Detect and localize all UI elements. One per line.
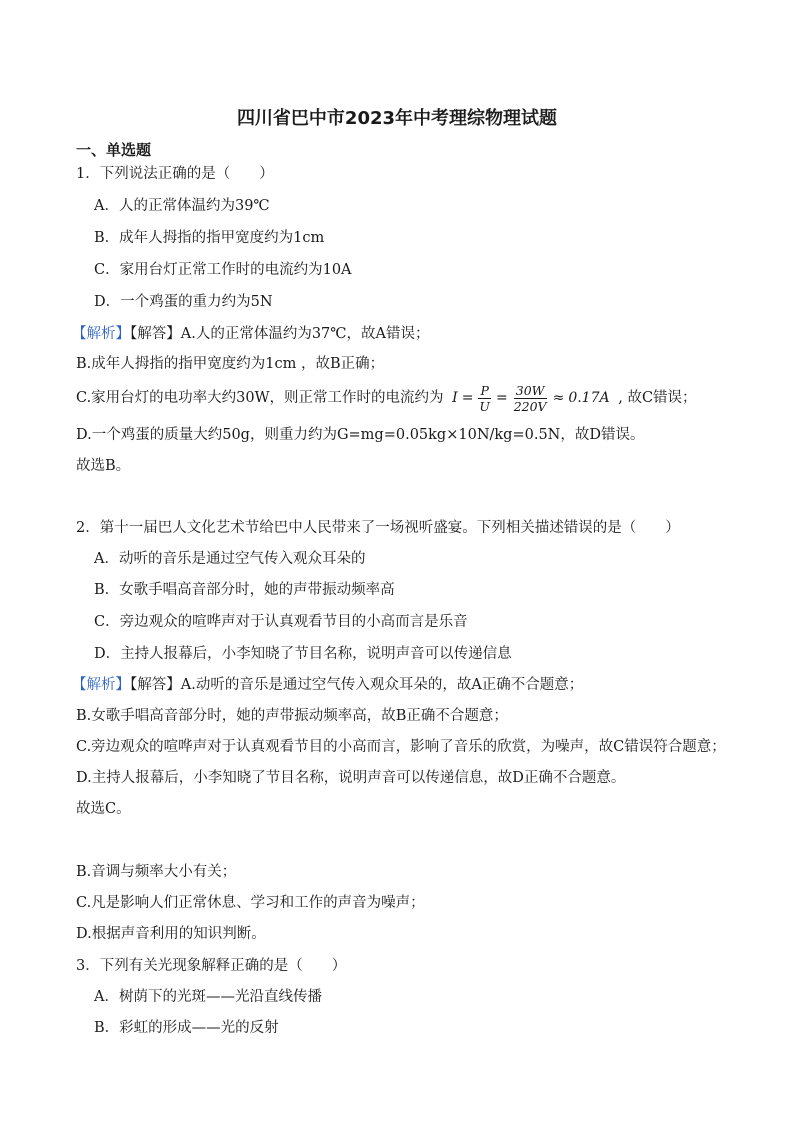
q1-option-a: A．人的正常体温约为39℃: [94, 198, 270, 214]
q3-option-b: B．彩虹的形成——光的反射: [94, 1020, 279, 1036]
q1-analysis-line-d: D.一个鸡蛋的质量大约50g，则重力约为G=mg=0.05kg×10N/kg=0.5N，故D错误。: [76, 427, 645, 443]
q2-analysis-line-c: C.旁边观众的喧哗声对于认真观看节目的小高而言，影响了音乐的欣赏，为噪声，故C错误符合题意；: [76, 739, 726, 755]
formula-lhs: I: [452, 390, 458, 406]
question-2-stem: 2．第十一届巴人文化艺术节给巴中人民带来了一场视听盛宴。下列相关描述错误的是（ ）: [76, 520, 680, 536]
q2-note-d: D.根据声音利用的知识判断。: [76, 926, 266, 942]
question-1-stem: 1．下列说法正确的是（ ）: [76, 166, 274, 182]
formula-approx: ≈: [552, 390, 565, 406]
q2-option-b: B．女歌手唱高音部分时，她的声带振动频率高: [94, 582, 395, 598]
q2-answer: 故选C。: [76, 801, 131, 817]
q1-analysis-line-c: [76, 378, 697, 418]
q2-analysis-line-d: D.主持人报幕后，小李知晓了节目名称，说明声音可以传递信息，故D正确不合题意。: [76, 770, 626, 786]
q1-analysis: [72, 324, 429, 344]
q2-analysis-first: 【解答】A.动听的音乐是通过空气传入观众耳朵的，故A正确不合题意；: [130, 677, 584, 693]
q2-analysis-line-b: B.女歌手唱高音部分时，她的声带振动频率高，故B正确不合题意；: [76, 708, 508, 724]
question-3-stem: 3．下列有关光现象解释正确的是（ ）: [76, 958, 347, 974]
q1-answer: 故选B。: [76, 458, 131, 474]
analysis-tag: 【解析】: [72, 326, 130, 342]
fraction-p-over-u: [477, 383, 492, 414]
q1-line-c-tail: , 故C错误；: [618, 390, 697, 406]
q2-note-c: C.凡是影响人们正常休息、学习和工作的声音为噪声；: [76, 895, 425, 911]
q2-option-d: D．主持人报幕后，小李知晓了节目名称，说明声音可以传递信息: [94, 646, 512, 662]
fraction-numerator: P: [480, 382, 489, 398]
section-heading: 一、单选题: [76, 141, 152, 159]
q1-option-c: C．家用台灯正常工作时的电流约为10A: [94, 262, 352, 278]
q2-note-b: B.音调与频率大小有关；: [76, 864, 237, 880]
q2-option-c: C．旁边观众的喧哗声对于认真观看节目的小高而言是乐音: [94, 614, 468, 630]
page-title: 四川省巴中市2023年中考理综物理试题: [236, 108, 558, 129]
q1-analysis-line-b: B.成年人拇指的指甲宽度约为1cm ，故B正确；: [76, 356, 385, 372]
q1-option-b: B．成年人拇指的指甲宽度约为1cm: [94, 230, 325, 246]
fraction-values: [512, 383, 549, 414]
q1-option-d: D．一个鸡蛋的重力约为5N: [94, 294, 273, 310]
q2-option-a: A．动听的音乐是通过空气传入观众耳朵的: [94, 551, 366, 567]
fraction-numerator: 30W: [515, 382, 545, 398]
q1-analysis-first: 【解答】A.人的正常体温约为37℃，故A错误；: [130, 326, 430, 342]
fraction-denominator: 220V: [513, 398, 547, 414]
formula-equals: =: [495, 390, 508, 406]
q3-option-a: A．树荫下的光斑——光沿直线传播: [94, 989, 322, 1005]
current-formula: [450, 378, 611, 418]
q2-analysis: [72, 675, 583, 695]
q1-line-c-text: C.家用台灯的电功率大约30W，则正常工作时的电流约为: [76, 390, 444, 406]
formula-equals: =: [461, 390, 474, 406]
formula-result: 0.17A: [568, 390, 610, 406]
fraction-denominator: U: [479, 398, 490, 414]
analysis-tag: 【解析】: [72, 677, 130, 693]
